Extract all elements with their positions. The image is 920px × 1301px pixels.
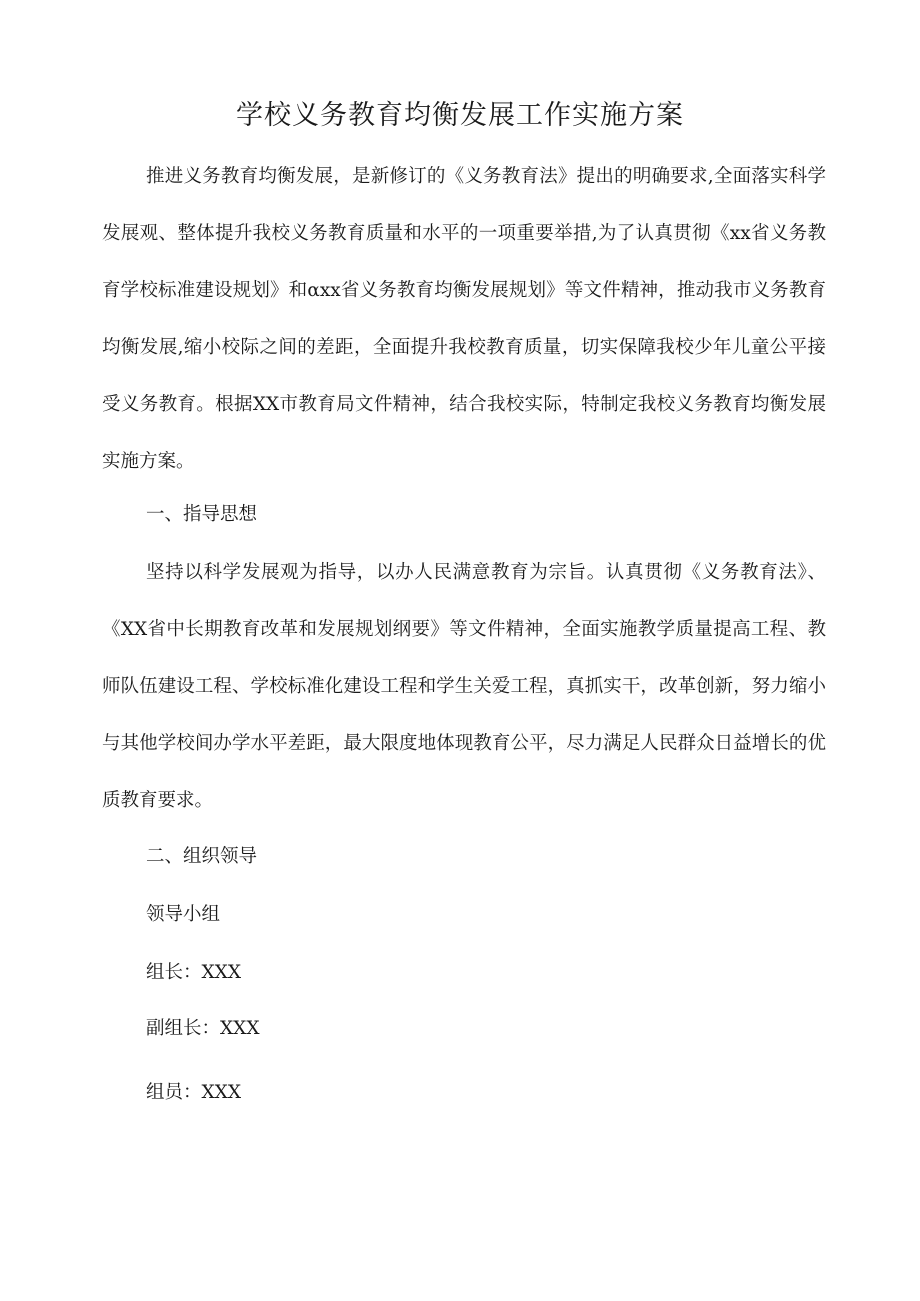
document-title: 学校义务教育均衡发展工作实施方案	[236, 100, 684, 131]
guiding-ideology-paragraph: 坚持以科学发展观为指导，以办人民满意教育为宗旨。认真贯彻《义务教育法》、《XX省中长期教育改革和发展规划纲要》等文件精神，全面实施教学质量提高工程、教师队伍建设工程、学校标准化建设工程和学生关爱工程，真抓实干，改革创新，努力缩小与其他学校间办学水平差距，最大限度地体现教育公平，尽力满足人民群众日益增长的优质教育要求。	[102, 562, 826, 811]
section-heading-organization: 二、组织领导	[146, 846, 258, 867]
group-members: 组员：XXX	[146, 1082, 242, 1103]
leadership-group-label: 领导小组	[146, 904, 221, 925]
deputy-group-leader: 副组长：XXX	[146, 1018, 260, 1039]
intro-paragraph: 推进义务教育均衡发展，是新修订的《义务教育法》提出的明确要求,全面落实科学发展观、整体提升我校义务教育质量和水平的一项重要举措,为了认真贯彻《xx省义务教育学校标准建设规划》和αxx省义务教育均衡发展规划》等文件精神，推动我市义务教育均衡发展,缩小校际之间的差距，全面提升我校教育质量，切实保障我校少年儿童公平接受义务教育。根据XX市教育局文件精神，结合我校实际，特制定我校义务教育均衡发展实施方案。	[102, 166, 826, 472]
section-heading-guiding-ideology: 一、指导思想	[146, 504, 258, 525]
group-leader: 组长：XXX	[146, 962, 242, 983]
